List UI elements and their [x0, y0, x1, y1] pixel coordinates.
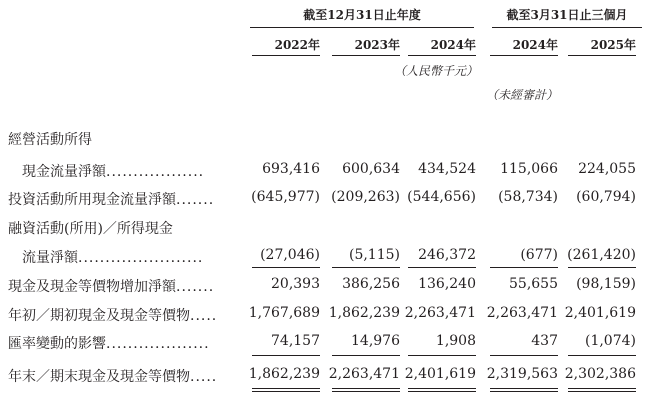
row-net-increase-label	[8, 276, 214, 296]
value-cell: 2,263,471	[328, 366, 400, 382]
value-cell: 1,767,689	[248, 305, 320, 321]
value-cell: 434,524	[418, 161, 476, 177]
row-investing-net-label	[8, 189, 214, 209]
subtotal-rule	[408, 267, 476, 268]
row-financing-net-label	[22, 247, 203, 267]
currency-note: （人民幣千元）	[393, 64, 478, 78]
value-cell: 74,157	[271, 333, 320, 349]
total-double-rule	[332, 388, 400, 389]
row-label: 流量淨額	[22, 250, 78, 266]
leader-dots: .....	[190, 369, 218, 385]
value-cell: 1,908	[435, 333, 476, 349]
row-label: 年末／期末現金及現金等價物	[8, 369, 190, 385]
year-header-2023: 2023年	[354, 38, 400, 52]
value-cell: 2,401,619	[404, 366, 476, 382]
value-cell: (261,420)	[567, 247, 636, 263]
row-label: 現金流量淨額	[22, 164, 106, 180]
row-label: 融資活動(所用)／所得現金	[8, 221, 173, 237]
leader-dots: .......	[176, 279, 215, 295]
total-rule-top	[568, 355, 636, 356]
subtotal-rule	[490, 267, 558, 268]
total-double-rule	[490, 391, 558, 392]
total-rule-top	[252, 355, 320, 356]
value-cell: (645,977)	[251, 189, 320, 205]
unaudited-note: （未經審計）	[485, 88, 558, 102]
row-financing-label	[8, 218, 173, 238]
total-double-rule	[252, 388, 320, 389]
annual-group-header: 截至12月31日止年度	[303, 8, 421, 22]
leader-dots: ...................	[106, 336, 210, 352]
value-cell: 20,393	[271, 276, 320, 292]
value-cell: 437	[531, 333, 558, 349]
interim-group-rule	[492, 27, 642, 28]
value-cell: 1,862,239	[248, 366, 320, 382]
subtotal-rule	[252, 267, 320, 268]
value-cell: 246,372	[418, 247, 476, 263]
row-label: 匯率變動的影響	[8, 336, 106, 352]
total-double-rule	[408, 388, 476, 389]
row-opening-balance-label	[8, 305, 217, 325]
value-cell: 1,862,239	[328, 305, 400, 321]
value-cell: 136,240	[418, 276, 476, 292]
value-cell: 2,401,619	[564, 305, 636, 321]
value-cell: 2,302,386	[564, 366, 636, 382]
value-cell: (98,159)	[576, 276, 636, 292]
value-cell: 2,263,471	[404, 305, 476, 321]
subtotal-rule	[568, 267, 636, 268]
total-double-rule	[568, 388, 636, 389]
total-double-rule	[332, 391, 400, 392]
total-rule-top	[332, 355, 400, 356]
row-label: 現金及現金等價物增加淨額	[8, 279, 176, 295]
year-rule-2025-interim	[568, 55, 636, 56]
year-header-2024: 2024年	[430, 38, 476, 52]
year-rule-2024-interim	[490, 55, 558, 56]
value-cell: 224,055	[578, 161, 636, 177]
interim-group-header: 截至3月31日止三個月	[506, 8, 628, 22]
total-double-rule	[490, 388, 558, 389]
row-label: 年初／期初現金及現金等價物	[8, 308, 190, 324]
value-cell: 386,256	[342, 276, 400, 292]
value-cell: (58,734)	[498, 189, 558, 205]
leader-dots: .....	[190, 308, 218, 324]
value-cell: (5,115)	[348, 247, 400, 263]
row-operating-net-label	[22, 161, 204, 181]
total-double-rule	[252, 391, 320, 392]
row-closing-balance-label	[8, 366, 217, 386]
leader-dots: .......	[176, 192, 215, 208]
year-header-2024-interim: 2024年	[512, 38, 558, 52]
value-cell: 2,319,563	[486, 366, 558, 382]
value-cell: 14,976	[351, 333, 400, 349]
annual-group-rule	[250, 27, 474, 28]
total-rule-top	[408, 355, 476, 356]
year-header-2022: 2022年	[274, 38, 320, 52]
total-double-rule	[568, 391, 636, 392]
value-cell: (209,263)	[331, 189, 400, 205]
value-cell: (60,794)	[576, 189, 636, 205]
total-double-rule	[408, 391, 476, 392]
value-cell: (677)	[520, 247, 558, 263]
year-rule-2022	[252, 55, 320, 56]
value-cell: 115,066	[500, 161, 558, 177]
subtotal-rule	[332, 267, 400, 268]
value-cell: 2,263,471	[486, 305, 558, 321]
value-cell: 693,416	[262, 161, 320, 177]
year-header-2025-interim: 2025年	[590, 38, 636, 52]
section-operating-title: 經營活動所得	[8, 132, 92, 148]
value-cell: (1,074)	[584, 333, 636, 349]
value-cell: 600,634	[342, 161, 400, 177]
total-rule-top	[490, 355, 558, 356]
leader-dots: ..................	[106, 164, 205, 180]
value-cell: (27,046)	[260, 247, 320, 263]
value-cell: (544,656)	[407, 189, 476, 205]
row-fx-effect-label	[8, 333, 210, 353]
value-cell: 55,655	[509, 276, 558, 292]
year-rule-2024	[408, 55, 476, 56]
leader-dots: .......................	[78, 250, 204, 266]
row-label: 投資活動所用現金流量淨額	[8, 192, 176, 208]
year-rule-2023	[332, 55, 400, 56]
